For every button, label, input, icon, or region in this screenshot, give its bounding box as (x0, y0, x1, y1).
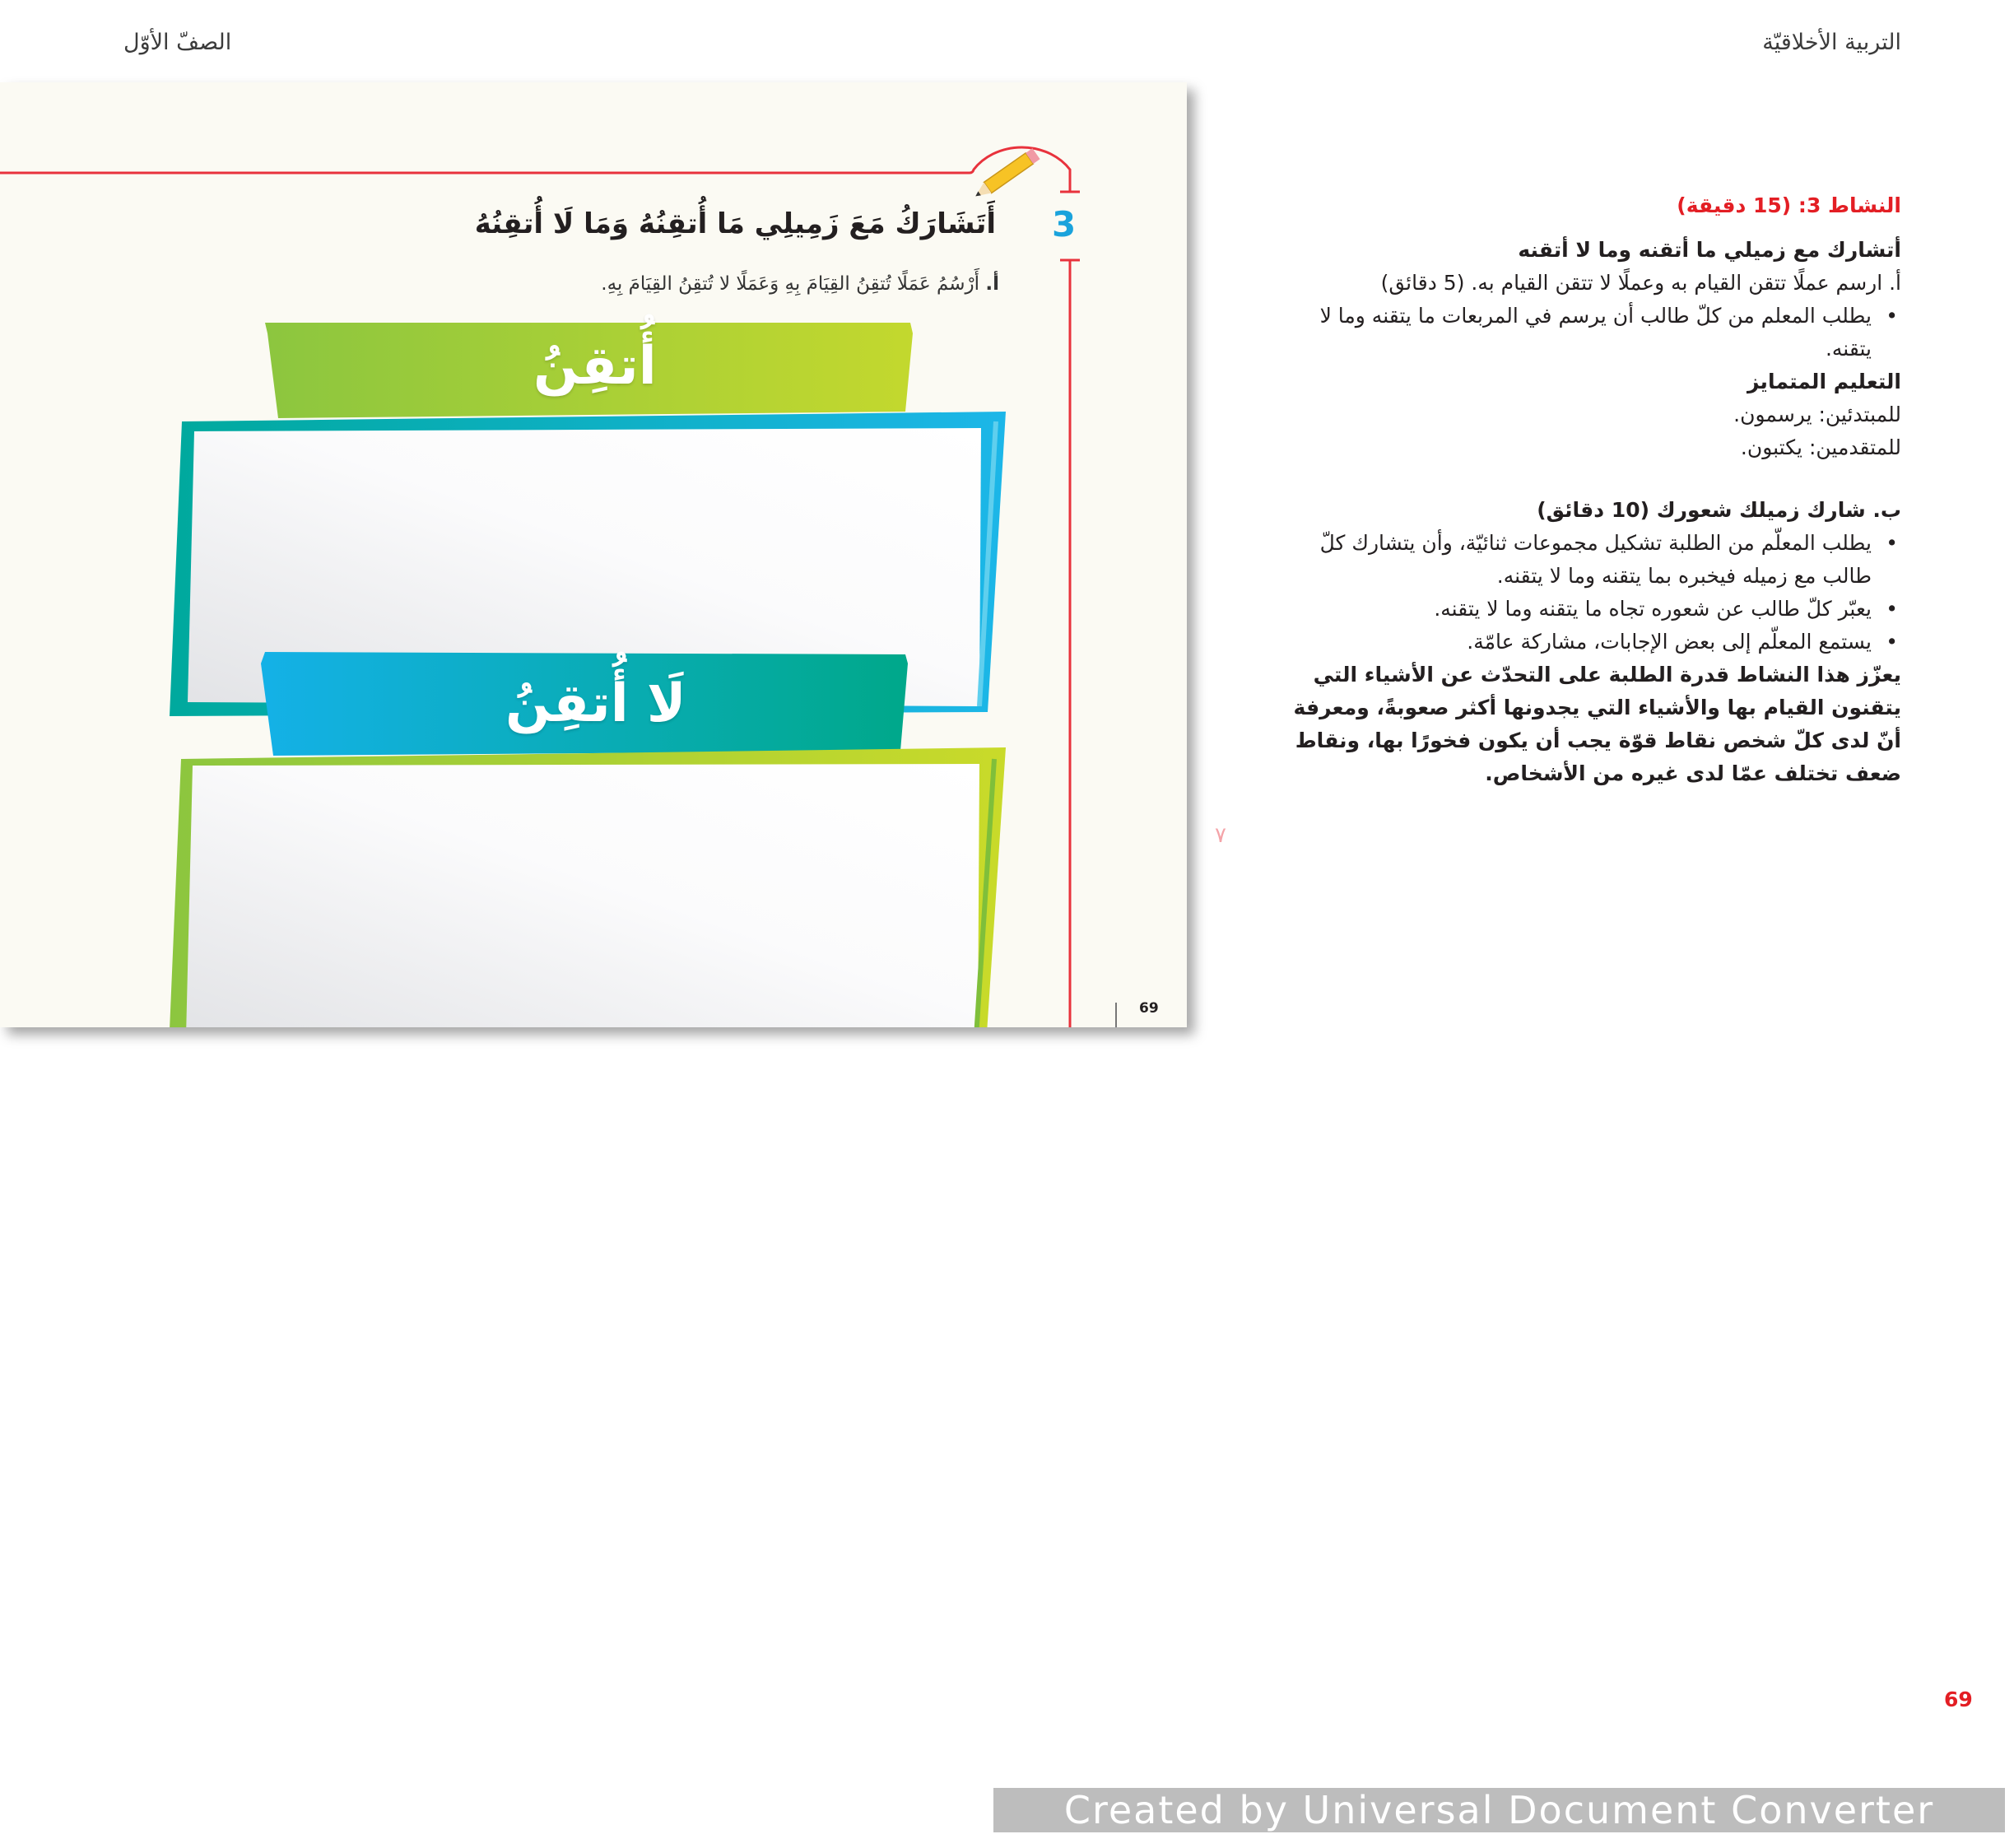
subject-header: التربية الأخلاقيّة (1762, 30, 1901, 55)
part-b: ب. شارك زميلك شعورك (10 دقائق) (1537, 498, 1901, 522)
activity-heading: النشاط 3: (15 دقيقة) (1677, 193, 1901, 217)
activity-number: 3 (1052, 204, 1077, 244)
book-page-number: 69 (1139, 1000, 1159, 1017)
notes-title: أتشارك مع زميلي ما أتقنه وما لا أتقنه (1518, 238, 1901, 262)
summary: يعزّز هذا النشاط قدرة الطلبة على التحدّث عن الأشياء التي يتقنون القيام بها والأشياء التي يجدونها أكثر صعوبةً، ومعرفة أنّ لدى كلّ شخص نقاط قوّة يجب أن يكون فخورًا بها، ونقاط ضعف تختلف عمّا لدى غيره من الأشخاص. (1293, 663, 1901, 785)
box-label-can-do: أُتقِنُ (533, 336, 657, 397)
teacher-notes (1276, 189, 1901, 790)
list-item: • يعبّر كلّ طالب عن شعوره تجاه ما يتقنه وما لا يتقنه. (1276, 593, 1872, 626)
diff-beginners: للمبتدئين: يرسمون. (1733, 403, 1901, 426)
differentiated-title: التعليم المتمايز (1747, 370, 1901, 393)
list-item: • يطلب المعلّم من الطلبة تشكيل مجموعات ثنائيّة، وأن يتشارك كلّ طالب مع زميله فيخبره بما يتقنه وما لا يتقنه. (1276, 527, 1872, 593)
student-book-page (0, 82, 1187, 1027)
instruction (601, 273, 999, 295)
side-marker: ٧ (1215, 823, 1226, 848)
grade-header: الصفّ الأوّل (123, 30, 232, 55)
list-item: • يطلب المعلم من كلّ طالب أن يرسم في المربعات ما يتقنه وما لا يتقنه. (1276, 300, 1872, 365)
list-item: • يستمع المعلّم إلى بعض الإجابات، مشاركة عامّة. (1276, 626, 1872, 659)
part-a: أ. ارسم عملًا تتقن القيام به وعملًا لا تتقن القيام به. (5 دقائق) (1380, 271, 1901, 295)
converter-watermark: Created by Universal Document Converter (993, 1788, 2005, 1832)
instruction-prefix: أ. (985, 273, 999, 295)
instruction-text: أَرْسُمُ عَمَلًا تُتقِنُ القِيَامَ بِهِ وَعَمَلًا لا تُتقِنُ القِيَامَ بِهِ. (601, 273, 980, 295)
box-label-cannot-do: لَا أُتقِنُ (505, 673, 686, 734)
part-b-list (1276, 527, 1901, 659)
page-number: 69 (1944, 1687, 1973, 1711)
diff-advanced: للمتقدمين: يكتبون. (1740, 435, 1901, 459)
pencil-icon (972, 148, 1040, 202)
part-a-list (1276, 300, 1901, 365)
activity-title: أَتَشَارَكُ مَعَ زَمِيلِي مَا أُتقِنُهُ وَمَا لَا أُتقِنُهُ (474, 207, 996, 240)
